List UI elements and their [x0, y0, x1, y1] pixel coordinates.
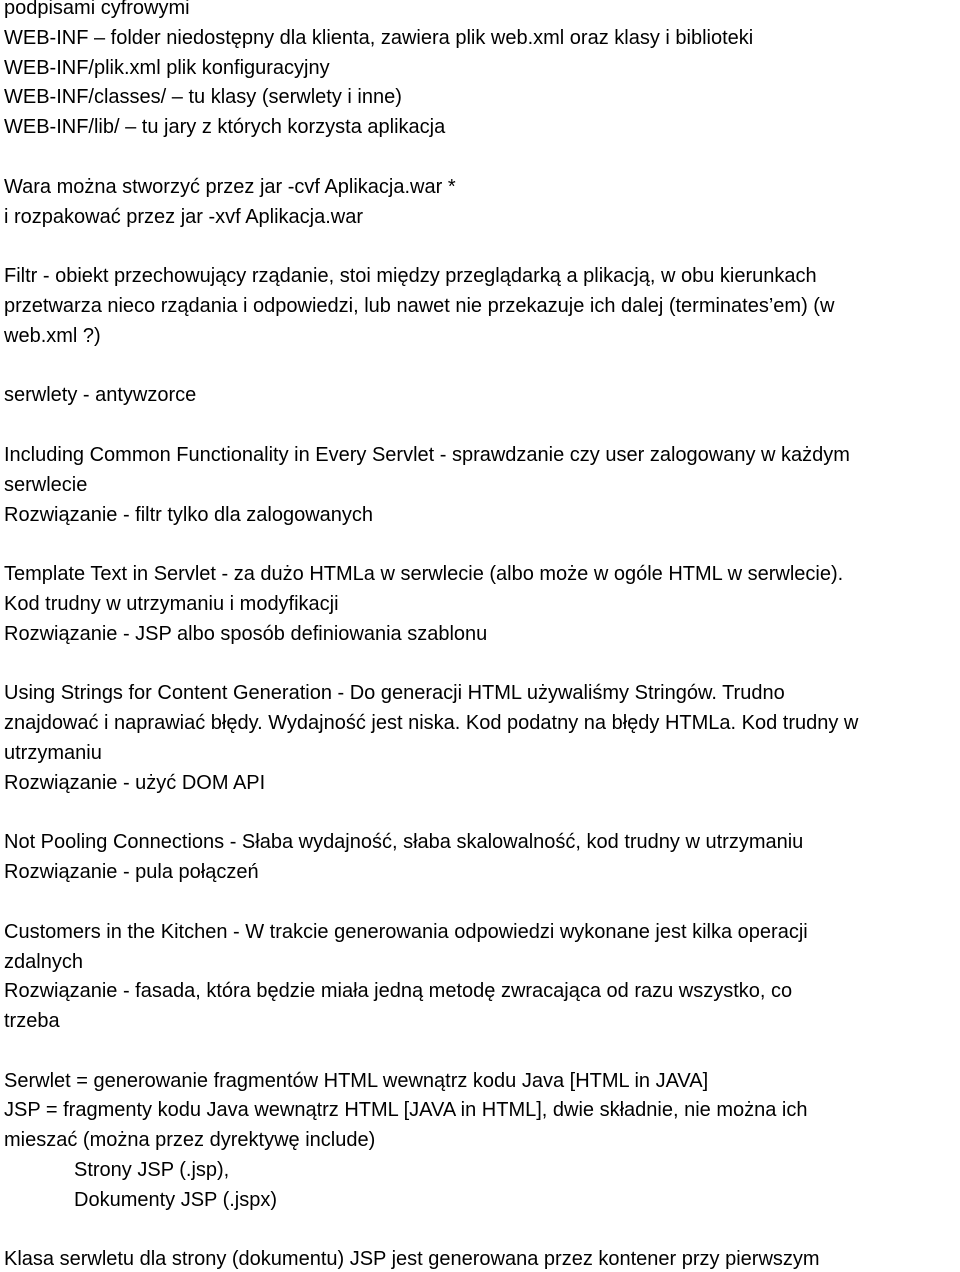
text-line: Rozwiązanie - pula połączeń: [4, 861, 259, 884]
paragraph-spacer: [4, 143, 956, 173]
paragraph-template-text: [4, 560, 956, 649]
paragraph-web-inf: [4, 0, 956, 143]
paragraph-spacer: [4, 888, 956, 918]
paragraph-filter: [4, 262, 956, 351]
indented-text-line: Strony JSP (.jsp),: [74, 1159, 230, 1182]
text-line: serwlecie: [4, 473, 88, 496]
paragraph-servlet-class: [4, 1245, 956, 1272]
text-line: Filtr - obiekt przechowujący rządanie, stoi między przeglądarką a plikacją, w obu kierunkach: [4, 265, 817, 288]
text-line: i rozpakować przez jar -xvf Aplikacja.war: [4, 205, 364, 228]
text-line: przetwarza nieco rządania i odpowiedzi, lub nawet nie przekazuje ich dalej (terminates’em) (w: [4, 294, 835, 317]
text-line: Rozwiązanie - JSP albo sposób definiowania szablonu: [4, 622, 488, 645]
paragraph-servlet-vs-jsp: [4, 1067, 956, 1216]
text-line: JSP = fragmenty kodu Java wewnątrz HTML [JAVA in HTML], dwie składnie, nie można ich: [4, 1099, 808, 1122]
text-line: Rozwiązanie - filtr tylko dla zalogowanych: [4, 503, 374, 526]
paragraph-pooling: [4, 828, 956, 888]
paragraph-spacer: [4, 799, 956, 829]
paragraph-spacer: [4, 1037, 956, 1067]
paragraph-spacer: [4, 232, 956, 262]
text-line: WEB-INF/lib/ – tu jary z których korzysta aplikacja: [4, 116, 446, 139]
indented-text-line: Dokumenty JSP (.jspx): [74, 1188, 278, 1211]
paragraph-spacer: [4, 411, 956, 441]
text-line: Wara można stworzyć przez jar -cvf Aplikacja.war *: [4, 175, 456, 198]
text-line: mieszać (można przez dyrektywę include): [4, 1129, 376, 1152]
text-line: Using Strings for Content Generation - Do generacji HTML używaliśmy Stringów. Trudno: [4, 682, 785, 705]
text-line: WEB-INF/plik.xml plik konfiguracyjny: [4, 56, 330, 79]
paragraph-customers-kitchen: [4, 918, 956, 1037]
text-line: Including Common Functionality in Every Servlet - sprawdzanie czy user zalogowany w każdym: [4, 443, 850, 466]
text-line: Klasa serwletu dla strony (dokumentu) JSP jest generowana przez kontener przy pierwszym: [4, 1248, 820, 1271]
text-line: serwlety - antywzorce: [4, 384, 197, 407]
paragraph-spacer: [4, 352, 956, 382]
text-line: web.xml ?): [4, 324, 101, 347]
paragraph-spacer: [4, 650, 956, 680]
document-text: [4, 0, 956, 1272]
text-line: Serwlet = generowanie fragmentów HTML wewnątrz kodu Java [HTML in JAVA]: [4, 1069, 709, 1092]
text-line: Rozwiązanie - użyć DOM API: [4, 771, 266, 794]
text-line: znajdować i naprawiać błędy. Wydajność jest niska. Kod podatny na błędy HTMLa. Kod trudny w: [4, 712, 859, 735]
paragraph-spacer: [4, 530, 956, 560]
paragraph-using-strings: [4, 679, 956, 798]
text-line: Template Text in Servlet - za dużo HTMLa w serwlecie (albo może w ogóle HTML w serwlecie).: [4, 563, 844, 586]
text-line: trzeba: [4, 1010, 60, 1033]
text-line: Not Pooling Connections - Słaba wydajność, słaba skalowalność, kod trudny w utrzymaniu: [4, 831, 804, 854]
text-line: utrzymaniu: [4, 741, 102, 764]
text-line: Rozwiązanie - fasada, która będzie miała jedną metodę zwracająca od razu wszystko, co: [4, 980, 793, 1003]
paragraph-antipatterns-heading: [4, 381, 956, 411]
paragraph-war: [4, 173, 956, 233]
paragraph-spacer: [4, 1216, 956, 1246]
paragraph-common-functionality: [4, 441, 956, 530]
text-line: Customers in the Kitchen - W trakcie generowania odpowiedzi wykonane jest kilka operacji: [4, 920, 808, 943]
text-line: WEB-INF/classes/ – tu klasy (serwlety i inne): [4, 86, 402, 109]
text-line: Kod trudny w utrzymaniu i modyfikacji: [4, 592, 339, 615]
text-line: WEB-INF – folder niedostępny dla klienta, zawiera plik web.xml oraz klasy i biblioteki: [4, 26, 754, 49]
text-line: zdalnych: [4, 950, 83, 973]
text-line: podpisami cyfrowymi: [4, 0, 190, 19]
